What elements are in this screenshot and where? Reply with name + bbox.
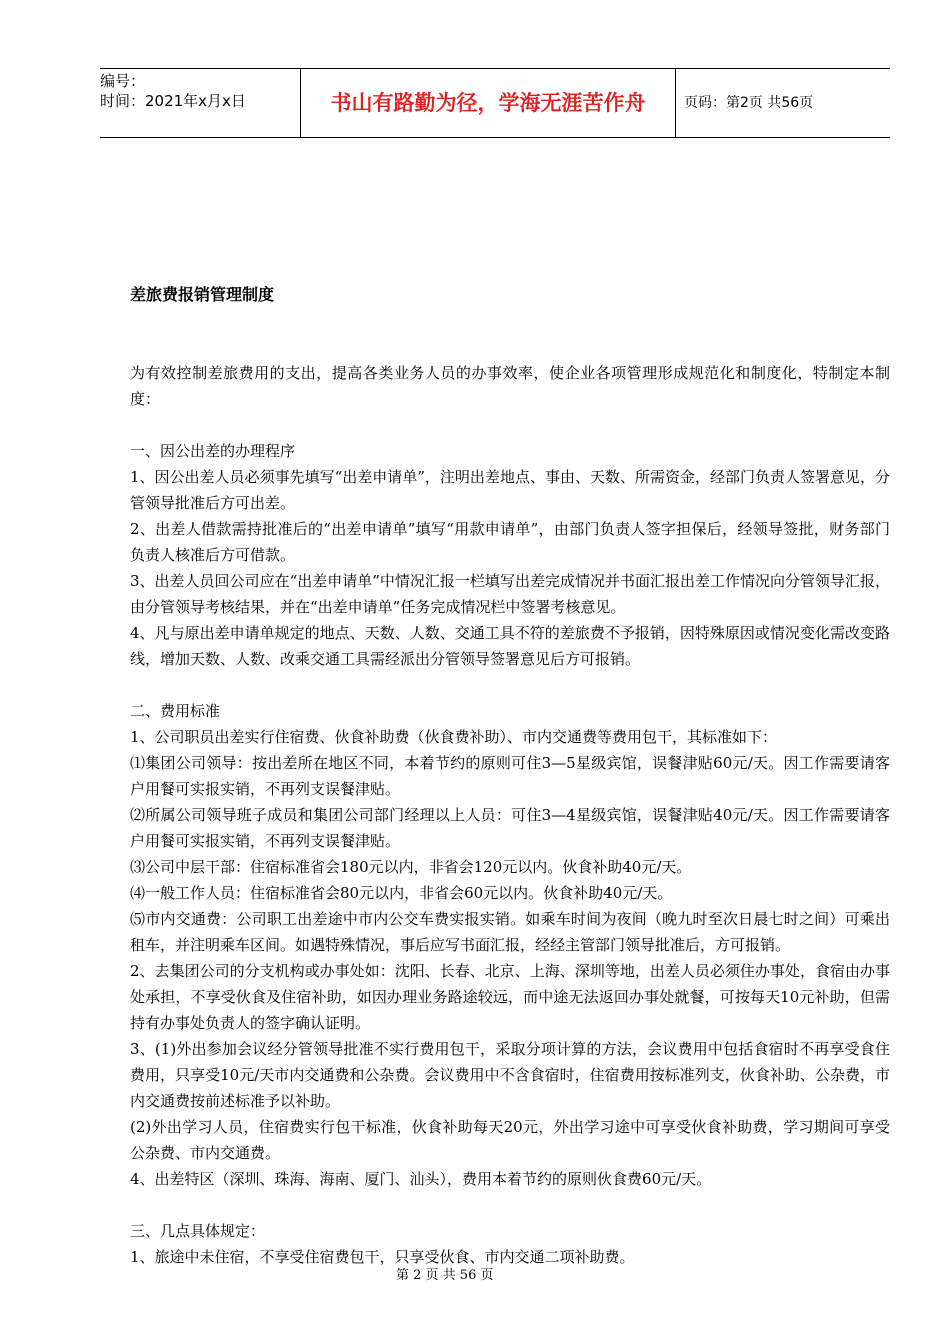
header-meta	[100, 69, 301, 137]
section-heading: 二、费用标准	[130, 702, 221, 720]
paragraph: 3、出差人员回公司应在“出差申请单”中情况汇报一栏填写出差完成情况并书面汇报出差工作情况向分管领导汇报，由分管领导考核结果，并在“出差申请单”任务完成情况栏中签署考核意见。	[130, 572, 890, 616]
paragraph: 1、因公出差人员必须事先填写“出差申请单”，注明出差地点、事由、天数、所需资金，经部门负责人签署意见，分管领导批准后方可出差。	[130, 468, 890, 512]
paragraph: 2、出差人借款需持批准后的“出差申请单”填写“用款申请单”，由部门负责人签字担保后，经领导签批，财务部门负责人核准后方可借款。	[130, 520, 890, 564]
paragraph: 4、凡与原出差申请单规定的地点、天数、人数、交通工具不符的差旅费不予报销，因特殊原因或情况变化需改变路线，增加天数、人数、改乘交通工具需经派出分管领导签署意见后方可报销。	[130, 624, 890, 668]
document-title: 差旅费报销管理制度	[130, 285, 275, 304]
paragraph: ⑶公司中层干部：住宿标准省会180元以内，非省会120元以内。伙食补助40元/天。	[130, 858, 692, 876]
intro-paragraph: 为有效控制差旅费用的支出，提高各类业务人员的办事效率，使企业各项管理形成规范化和制度化，特制定本制度：	[130, 364, 890, 408]
document-number-label: 编号：	[100, 72, 146, 90]
header-motto: 书山有路勤为径，学海无涯苦作舟	[301, 69, 676, 137]
paragraph: 4、出差特区（深圳、珠海、海南、厦门、汕头），费用本着节约的原则伙食费60元/天。	[130, 1170, 712, 1188]
paragraph: 1、旅途中未住宿，不享受住宿费包干，只享受伙食、市内交通二项补助费。	[130, 1248, 635, 1266]
paragraph: ⑴集团公司领导：按出差所在地区不同，本着节约的原则可住3—5星级宾馆，误餐津贴60元/天。因工作需要请客户用餐可实报实销，不再列支误餐津贴。	[130, 754, 890, 798]
page-footer: 第 2 页 共 56 页	[396, 1268, 494, 1283]
paragraph: ⑷一般工作人员：住宿标准省会80元以内，非省会60元以内。伙食补助40元/天。	[130, 884, 673, 902]
paragraph: ⑸市内交通费：公司职工出差途中市内公交车费实报实销。如乘车时间为夜间（晚九时至次日晨七时之间）可乘出租车，并注明乘车区间。如遇特殊情况，事后应写书面汇报，经经主管部门领导批准后，方可报销。	[130, 910, 890, 954]
paragraph: 1、公司职员出差实行住宿费、伙食补助费（伙食费补助）、市内交通费等费用包干，其标准如下：	[130, 728, 778, 746]
document-body	[130, 282, 890, 1270]
document-date: 时间：2021年x月x日	[100, 92, 246, 110]
paragraph: (2)外出学习人员，住宿费实行包干标准，伙食补助每天20元，外出学习途中可享受伙食补助费，学习期间可享受公杂费、市内交通费。	[130, 1118, 890, 1162]
paragraph: 2、去集团公司的分支机构或办事处如：沈阳、长春、北京、上海、深圳等地，出差人员必须住办事处，食宿由办事处承担，不享受伙食及住宿补助，如因办理业务路途较远，而中途无法返回办事处就餐，可按每天10元补助，但需持有办事处负责人的签字确认证明。	[130, 962, 890, 1032]
header-page-code: 页码：第2页 共56页	[684, 95, 814, 111]
section-heading: 三、几点具体规定：	[130, 1222, 266, 1240]
paragraph: ⑵所属公司领导班子成员和集团公司部门经理以上人员：可住3—4星级宾馆，误餐津贴40元/天。因工作需要请客户用餐可实报实销，不再列支误餐津贴。	[130, 806, 890, 850]
section-heading: 一、因公出差的办理程序	[130, 442, 296, 460]
page-header	[100, 68, 890, 138]
paragraph: 3、(1)外出参加会议经分管领导批准不实行费用包干，采取分项计算的方法，会议费用中包括食宿时不再享受食住费用，只享受10元/天市内交通费和公杂费。会议费用中不含食宿时，住宿费用按标准列支，伙食补助、公杂费，市内交通费按前述标准予以补助。	[130, 1040, 890, 1110]
